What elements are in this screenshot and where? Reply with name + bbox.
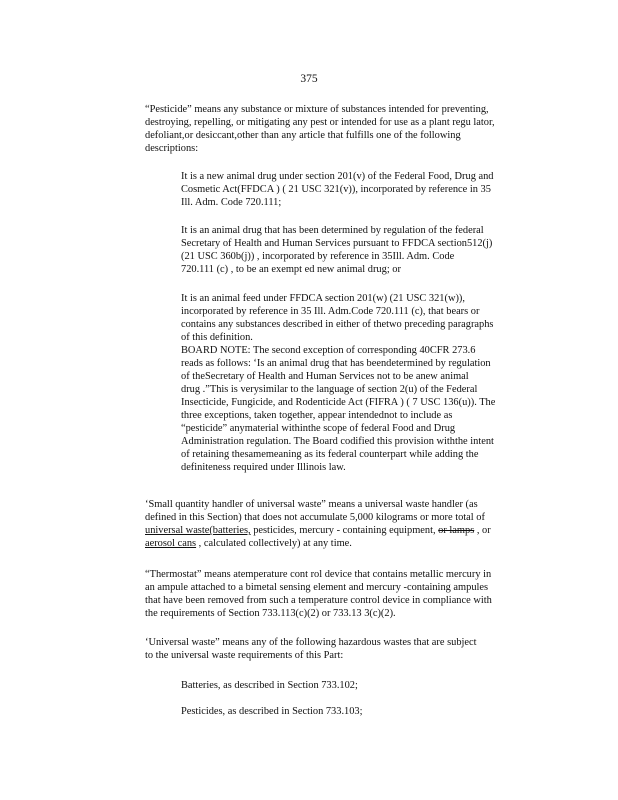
text-line: ‘Small quantity handler of universal waste” means a universal waste handler (as — [145, 499, 478, 510]
text-line: an ampule attached to a bimetal sensing element and mercury -containing ampules — [145, 582, 489, 593]
text-span: , calculated collectively) at any time. — [196, 538, 352, 549]
list-item-batteries — [181, 679, 534, 692]
text-line: (21 USC 360b(j)) , incorporated by reference in 35Ill. Adm. Code — [181, 251, 455, 262]
text-line: three exceptions, taken together, appear intendednot to include as — [181, 410, 453, 421]
text-line: Pesticides, as described in Section 733.103; — [181, 706, 363, 717]
text-line: drug .”This is verysimilar to the language of section 2(u) of the Federal — [181, 384, 478, 395]
text-line: defined in this Section) that does not accumulate 5,000 kilograms or more total of — [145, 512, 485, 523]
text-line: Cosmetic Act(FFDCA ) ( 21 USC 321(v)), incorporated by reference in 35 — [181, 184, 491, 195]
text-line: incorporated by reference in 35 Ill. Adm.Code 720.111 (c), that bears or — [181, 306, 480, 317]
text-line: It is an animal feed under FFDCA section 201(w) (21 USC 321(w)), — [181, 293, 465, 304]
text-line: descriptions: — [145, 143, 199, 154]
item-new-animal-drug — [181, 170, 534, 209]
text-line: of this definition. — [181, 332, 253, 343]
text-line: contains any substances described in either of thetwo preceding paragraphs — [181, 319, 494, 330]
text-line: Secretary of Health and Human Services pursuant to FFDCA section512(j) — [181, 238, 493, 249]
text-line — [145, 537, 540, 550]
board-note — [181, 344, 534, 474]
text-line: “pesticide” anymaterial withinthe scope of federal Food and Drug — [181, 423, 456, 434]
text-line: Batteries, as described in Section 733.102; — [181, 680, 358, 691]
small-quantity-handler-definition — [145, 498, 540, 550]
page-number: 375 — [300, 73, 318, 85]
pesticide-definition — [145, 103, 540, 155]
text-line: the requirements of Section 733.113(c)(2) or 733.13 3(c)(2). — [145, 608, 396, 619]
text-line: 720.111 (c) , to be an exempt ed new animal drug; or — [181, 264, 401, 275]
text-line: definiteness required under Illinois law. — [181, 462, 346, 473]
text-line: of theSecretary of Health and Human Services not to be anew animal — [181, 371, 469, 382]
item-animal-feed — [181, 292, 534, 344]
text-line — [145, 524, 540, 537]
text-line: ‘Universal waste” means any of the following hazardous wastes that are subject — [145, 637, 477, 648]
text-line: that have been removed from such a temperature control device in compliance with — [145, 595, 492, 606]
text-line: Ill. Adm. Code 720.111; — [181, 197, 282, 208]
text-line: It is a new animal drug under section 201(v) of the Federal Food, Drug and — [181, 171, 494, 182]
text-span: pesticides, mercury - containing equipment, — [250, 525, 439, 536]
text-line: of retaining thesamemeaning as its federal counterpart while adding the — [181, 449, 479, 460]
text-line: reads as follows: ‘Is an animal drug that has beendetermined by regulation — [181, 358, 491, 369]
deleted-text: or lamps — [438, 525, 475, 536]
inserted-text: aerosol cans — [145, 538, 197, 549]
text-line: Insecticide, Fungicide, and Rodenticide Act (FIFRA ) ( 7 USC 136(u)). The — [181, 397, 496, 408]
text-line: to the universal waste requirements of this Part: — [145, 650, 344, 661]
inserted-text: universal waste(batteries, — [145, 525, 251, 536]
text-line: Administration regulation. The Board codified this provision withthe intent — [181, 436, 494, 447]
text-line: defoliant,or desiccant,other than any article that fulfills one of the following — [145, 130, 461, 141]
text-line: “Thermostat” means atemperature cont rol device that contains metallic mercury in — [145, 569, 492, 580]
thermostat-definition — [145, 568, 540, 620]
list-item-pesticides — [181, 705, 534, 718]
text-line: BOARD NOTE: The second exception of corresponding 40CFR 273.6 — [181, 345, 476, 356]
text-line: destroying, repelling, or mitigating any pest or intended for use as a plant regu lator, — [145, 117, 495, 128]
text-line: “Pesticide” means any substance or mixture of substances intended for preventing, — [145, 104, 489, 115]
item-exempt-animal-drug — [181, 224, 534, 276]
universal-waste-definition — [145, 636, 540, 662]
text-span: , or — [474, 525, 491, 536]
text-line: It is an animal drug that has been determined by regulation of the federal — [181, 225, 484, 236]
